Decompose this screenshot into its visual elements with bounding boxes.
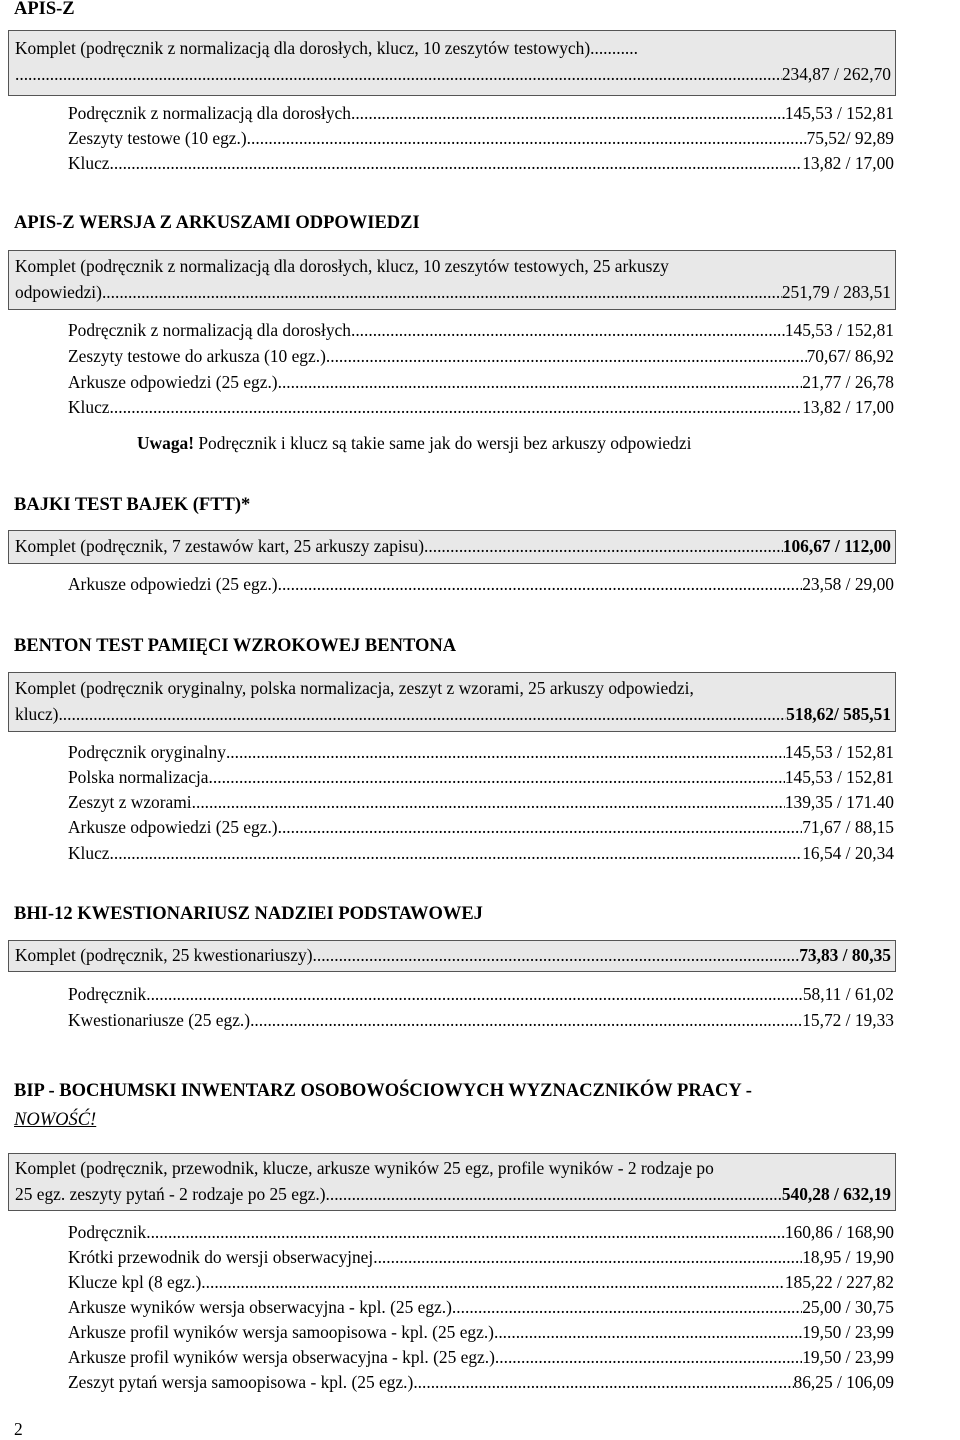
- price-row: Arkusze profil wyników wersja obserwacyjna - kpl. (25 egz.) ..... 19,50 / 23,99: [68, 1347, 894, 1368]
- price-row: Podręcznik z normalizacją dla dorosłych. ..... 145,53 / 152,81: [68, 103, 894, 124]
- price-row: Klucz ..... 16,54 / 20,34: [68, 843, 894, 864]
- price-row: Podręcznik z normalizacją dla dorosłych. ..... 145,53 / 152,81: [68, 320, 894, 341]
- section-title-benton: BENTON TEST PAMIĘCI WZROKOWEJ BENTONA: [14, 636, 457, 656]
- komplet-text-line1: Komplet (podręcznik, przewodnik, klucze, arkusze wyników 25 egz, profile wyników - 2 rodzaje po: [15, 1158, 714, 1178]
- price-row: Kwestionariusze (25 egz.) ..... 15,72 / 19,33: [68, 1010, 894, 1031]
- price-row: Arkusze odpowiedzi (25 egz.) ..... 71,67 / 88,15: [68, 817, 894, 838]
- komplet-row-apis-z: [15, 64, 891, 85]
- komplet-box-bhi: [8, 940, 896, 972]
- page-number: 2: [14, 1419, 23, 1439]
- price-row: Podręcznik ..... 160,86 / 168,90: [68, 1222, 894, 1243]
- komplet-leader: ...........................................................................................................: [15, 64, 481, 84]
- komplet-row-bip: 25 egz. zeszyty pytań - 2 rodzaje po 25 egz.) ..... 540,28 / 632,19: [15, 1184, 891, 1205]
- price-row: Krótki przewodnik do wersji obserwacyjnej ..... 18,95 / 19,90: [68, 1247, 894, 1268]
- komplet-box-bajki: [8, 530, 896, 564]
- price-row: Klucz ..... 13,82 / 17,00: [68, 153, 894, 174]
- section-title-apis-z: APIS-Z: [14, 0, 75, 19]
- price-row: Podręcznik oryginalny ..... 145,53 / 152,81: [68, 742, 894, 763]
- note: [137, 433, 691, 454]
- new-badge: NOWOŚĆ!: [14, 1110, 97, 1130]
- komplet-box-apis-z: [8, 30, 896, 96]
- note-text: Podręcznik i klucz są takie same jak do wersji bez arkuszy odpowiedzi: [194, 433, 692, 453]
- komplet-text-line1: Komplet (podręcznik z normalizacją dla dorosłych, klucz, 10 zeszytów testowych)...........: [15, 38, 638, 58]
- price-row: Klucze kpl (8 egz.) ..... 185,22 / 227,82: [68, 1272, 894, 1293]
- section-title-apis-z-wersja: APIS-Z WERSJA Z ARKUSZAMI ODPOWIEDZI: [14, 213, 420, 233]
- komplet-row-apis-z-wersja: odpowiedzi) ..... 251,79 / 283,51: [15, 282, 891, 303]
- price-row: Arkusze wyników wersja obserwacyjna - kpl. (25 egz.) ..... 25,00 / 30,75: [68, 1297, 894, 1318]
- komplet-price: 540,28 / 632,19: [781, 1184, 891, 1204]
- section-title-bajki: BAJKI TEST BAJEK (FTT)*: [14, 495, 251, 515]
- komplet-text-line1: Komplet (podręcznik oryginalny, polska normalizacja, zeszyt z wzorami, 25 arkuszy odpowiedzi,: [15, 678, 694, 698]
- price-row: Arkusze profil wyników wersja samoopisowa - kpl. (25 egz.) ..... 19,50 / 23,99: [68, 1322, 894, 1343]
- komplet-box-bip: [8, 1153, 896, 1211]
- komplet-row-bajki: Komplet (podręcznik, 7 zestawów kart, 25 arkuszy zapisu) ..... 106,67 / 112,00: [15, 536, 891, 557]
- price-row: Arkusze odpowiedzi (25 egz.) ..... 21,77 / 26,78: [68, 372, 894, 393]
- komplet-price: 251,79 / 283,51: [781, 282, 891, 302]
- section-title-bip: BIP - BOCHUMSKI INWENTARZ OSOBOWOŚCIOWYCH WYZNACZNIKÓW PRACY -: [14, 1081, 752, 1101]
- komplet-price: 234,87 / 262,70: [781, 64, 891, 84]
- komplet-price: 106,67 / 112,00: [782, 536, 891, 556]
- komplet-row-benton: klucz) ..... 518,62/ 585,51: [15, 704, 891, 725]
- komplet-box-benton: [8, 672, 896, 732]
- price-row: Klucz ..... 13,82 / 17,00: [68, 397, 894, 418]
- price-row: Zeszyty testowe (10 egz.) ..... 75,52/ 92,89: [68, 128, 894, 149]
- komplet-text-line1: Komplet (podręcznik z normalizacją dla dorosłych, klucz, 10 zeszytów testowych, 25 arkuszy: [15, 256, 669, 276]
- section-title-bhi: BHI-12 KWESTIONARIUSZ NADZIEI PODSTAWOWEJ: [14, 904, 483, 924]
- price-row: Zeszyt pytań wersja samoopisowa - kpl. (25 egz.) ..... 86,25 / 106,09: [68, 1372, 894, 1393]
- komplet-row-bhi: Komplet (podręcznik, 25 kwestionariuszy) ..... 73,83 / 80,35: [15, 945, 891, 966]
- price-row: Polska normalizacja ..... 145,53 / 152,81: [68, 767, 894, 788]
- komplet-box-apis-z-wersja: [8, 250, 896, 310]
- price-row: Podręcznik ..... 58,11 / 61,02: [68, 984, 894, 1005]
- komplet-price: 518,62/ 585,51: [786, 704, 891, 724]
- price-row: Zeszyt z wzorami ..... 139,35 / 171.40: [68, 792, 894, 813]
- price-row: Zeszyty testowe do arkusza (10 egz.) ..... 70,67/ 86,92: [68, 346, 894, 367]
- note-label: Uwaga!: [137, 433, 194, 453]
- price-row: Arkusze odpowiedzi (25 egz.) ..... 23,58 / 29,00: [68, 574, 894, 595]
- komplet-price: 73,83 / 80,35: [799, 945, 891, 965]
